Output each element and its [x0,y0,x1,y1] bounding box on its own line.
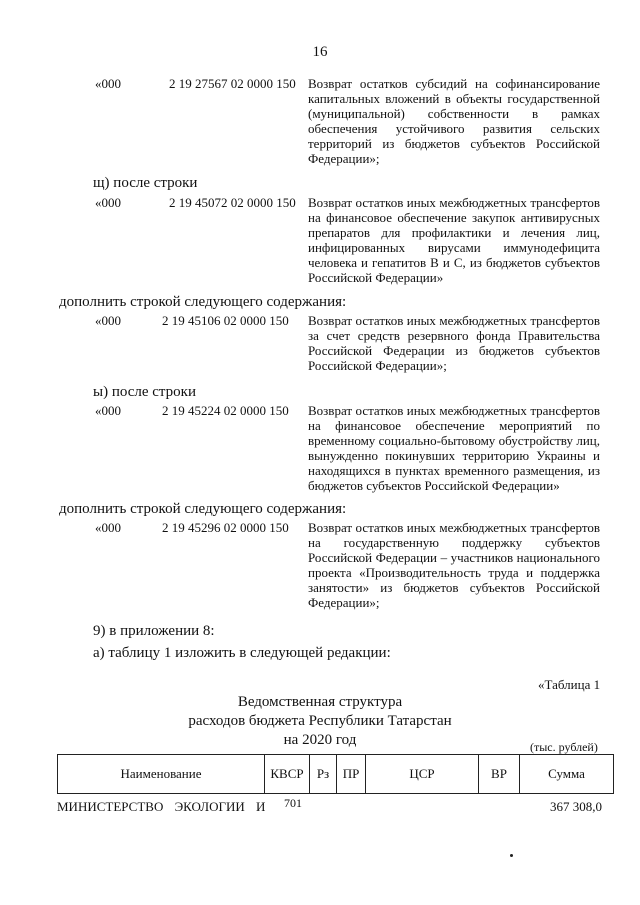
header-kvsr: КВСР [265,755,310,794]
units-label: (тыс. рублей) [530,740,598,754]
entry-code: 2 19 27567 02 0000 150 [169,76,296,91]
row-name: МИНИСТЕРСТВО ЭКОЛОГИИ И [57,799,266,814]
row-sum: 367 308,0 [550,799,602,814]
entry-prefix: «000 [95,195,121,210]
entry-code: 2 19 45072 02 0000 150 [169,195,296,210]
entry-heading: дополнить строкой следующего содержания: [59,294,347,310]
page-number: 16 [312,44,328,60]
entry-description: Возврат остатков субсидий на софинансирование капитальных вложений в объекты государственной (муниципальной) собственности в рамках обеспечения устойчивого развития сельских территорий из бюджетов субъектов Российской Федерации»; [308,76,600,166]
entry-description: Возврат остатков иных межбюджетных трансфертов за счет средств резервного фонда Правительства Российской Федерации из бюджетов субъектов Российской Федерации»; [308,313,600,373]
header-csr: ЦСР [366,755,479,794]
header-pr: ПР [337,755,366,794]
header-rz: Рз [310,755,337,794]
entry-code: 2 19 45224 02 0000 150 [162,403,289,418]
entry-heading: дополнить строкой следующего содержания: [59,501,347,517]
title-line: Ведомственная структура [237,694,403,710]
entry-heading: щ) после строки [93,175,198,191]
budget-table [57,754,614,794]
entry-code: 2 19 45296 02 0000 150 [162,520,289,535]
title-line: расходов бюджета Республики Татарстан [188,713,452,729]
entry-code: 2 19 45106 02 0000 150 [162,313,289,328]
table-label: «Таблица 1 [538,677,601,692]
entry-prefix: «000 [95,403,121,418]
entry-prefix: «000 [95,76,121,91]
header-sum: Сумма [520,755,614,794]
entry-prefix: «000 [95,520,121,535]
entry-heading: ы) после строки [93,384,196,400]
entry-prefix: «000 [95,313,121,328]
title-line: на 2020 год [283,732,357,748]
table-header-row [58,755,614,794]
header-vr: ВР [479,755,520,794]
entry-description: Возврат остатков иных межбюджетных трансфертов на финансовое обеспечение закупок антивирусных препаратов для профилактики и лечения лиц, инфицированных вирусами иммунодефицита человека и гепатитов В и С, из бюджетов субъектов Российской Федерации» [308,195,600,285]
entry-description: Возврат остатков иных межбюджетных трансфертов на финансовое обеспечение мероприятий по временному социально-бытовому обустройству лиц, вынужденно покинувших территорию Украины и находящихся в пунктах временного размещения, из бюджетов субъектов Российской Федерации» [308,403,600,493]
entry-description: Возврат остатков иных межбюджетных трансфертов на государственную поддержку субъектов Российской Федерации – участников национального проекта «Производительность труда и поддержка занятости» из бюджетов субъектов Российской Федерации»; [308,520,600,610]
appendix-line: 9) в приложении 8: [93,623,215,639]
scan-speck [510,854,513,857]
header-name: Наименование [58,755,265,794]
table-instruction: а) таблицу 1 изложить в следующей редакции: [93,645,391,661]
row-kvsr: 701 [284,796,302,810]
